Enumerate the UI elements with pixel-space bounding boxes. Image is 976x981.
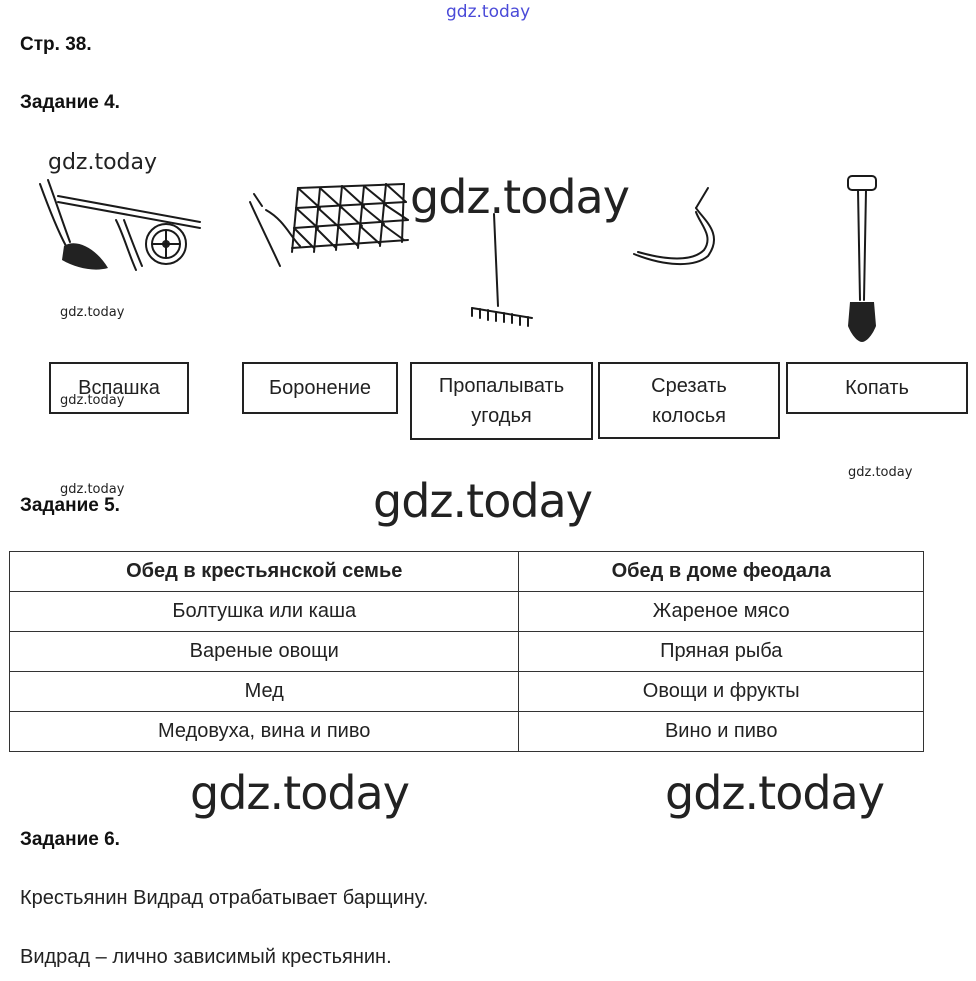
answer-box-harrow	[242, 362, 398, 414]
task5-heading: Задание 5.	[20, 495, 120, 516]
watermark: gdz.today	[446, 2, 531, 22]
table-cell: Жареное мясо	[519, 592, 924, 632]
table-cell: Болтушка или каша	[10, 592, 519, 632]
answer-label-line2: колосья	[652, 404, 726, 427]
watermark: gdz.today	[48, 150, 158, 175]
table-cell: Пряная рыба	[519, 632, 924, 672]
answer-label: Копать	[845, 377, 909, 399]
watermark: gdz.today	[665, 766, 884, 820]
table-row	[10, 592, 924, 632]
table-row	[10, 632, 924, 672]
table-header-row	[10, 552, 924, 592]
meals-table	[9, 551, 924, 752]
watermark: gdz.today	[848, 465, 913, 480]
table-cell: Овощи и фрукты	[519, 672, 924, 712]
answer-box-rake	[410, 362, 593, 440]
watermark: gdz.today	[373, 474, 592, 528]
answer-label-line1: Срезать	[651, 374, 727, 397]
answer-label-line2: угодья	[471, 405, 532, 427]
task6-answer-line: Крестьянин Видрад отрабатывает барщину.	[20, 887, 429, 909]
answer-label-line1: Пропалывать	[438, 375, 565, 397]
answer-box-sickle	[598, 362, 780, 439]
page-label: Стр. 38.	[20, 34, 92, 55]
task6-heading: Задание 6.	[20, 829, 120, 850]
watermark: gdz.today	[410, 170, 629, 224]
harrow-icon	[244, 180, 412, 276]
table-row	[10, 712, 924, 752]
shovel-icon	[836, 172, 888, 344]
watermark: gdz.today	[60, 482, 125, 497]
task6-answer-line: Видрад – лично зависимый крестьянин.	[20, 946, 392, 968]
plough-icon	[36, 176, 204, 280]
table-cell: Медовуха, вина и пиво	[10, 712, 519, 752]
task4-heading: Задание 4.	[20, 92, 120, 113]
watermark: gdz.today	[190, 766, 409, 820]
answer-label: Боронение	[268, 377, 371, 399]
answer-box-shovel	[786, 362, 968, 414]
column-header: Обед в доме феодала	[519, 552, 924, 592]
table-cell: Вино и пиво	[519, 712, 924, 752]
answer-label: Вспашка	[78, 377, 160, 399]
watermark: gdz.today	[60, 393, 125, 408]
column-header: Обед в крестьянской семье	[10, 552, 519, 592]
table-row	[10, 672, 924, 712]
table-cell: Мед	[10, 672, 519, 712]
rake-icon	[464, 210, 538, 330]
watermark: gdz.today	[60, 305, 125, 320]
table-cell: Вареные овощи	[10, 632, 519, 672]
sickle-icon	[630, 184, 726, 270]
